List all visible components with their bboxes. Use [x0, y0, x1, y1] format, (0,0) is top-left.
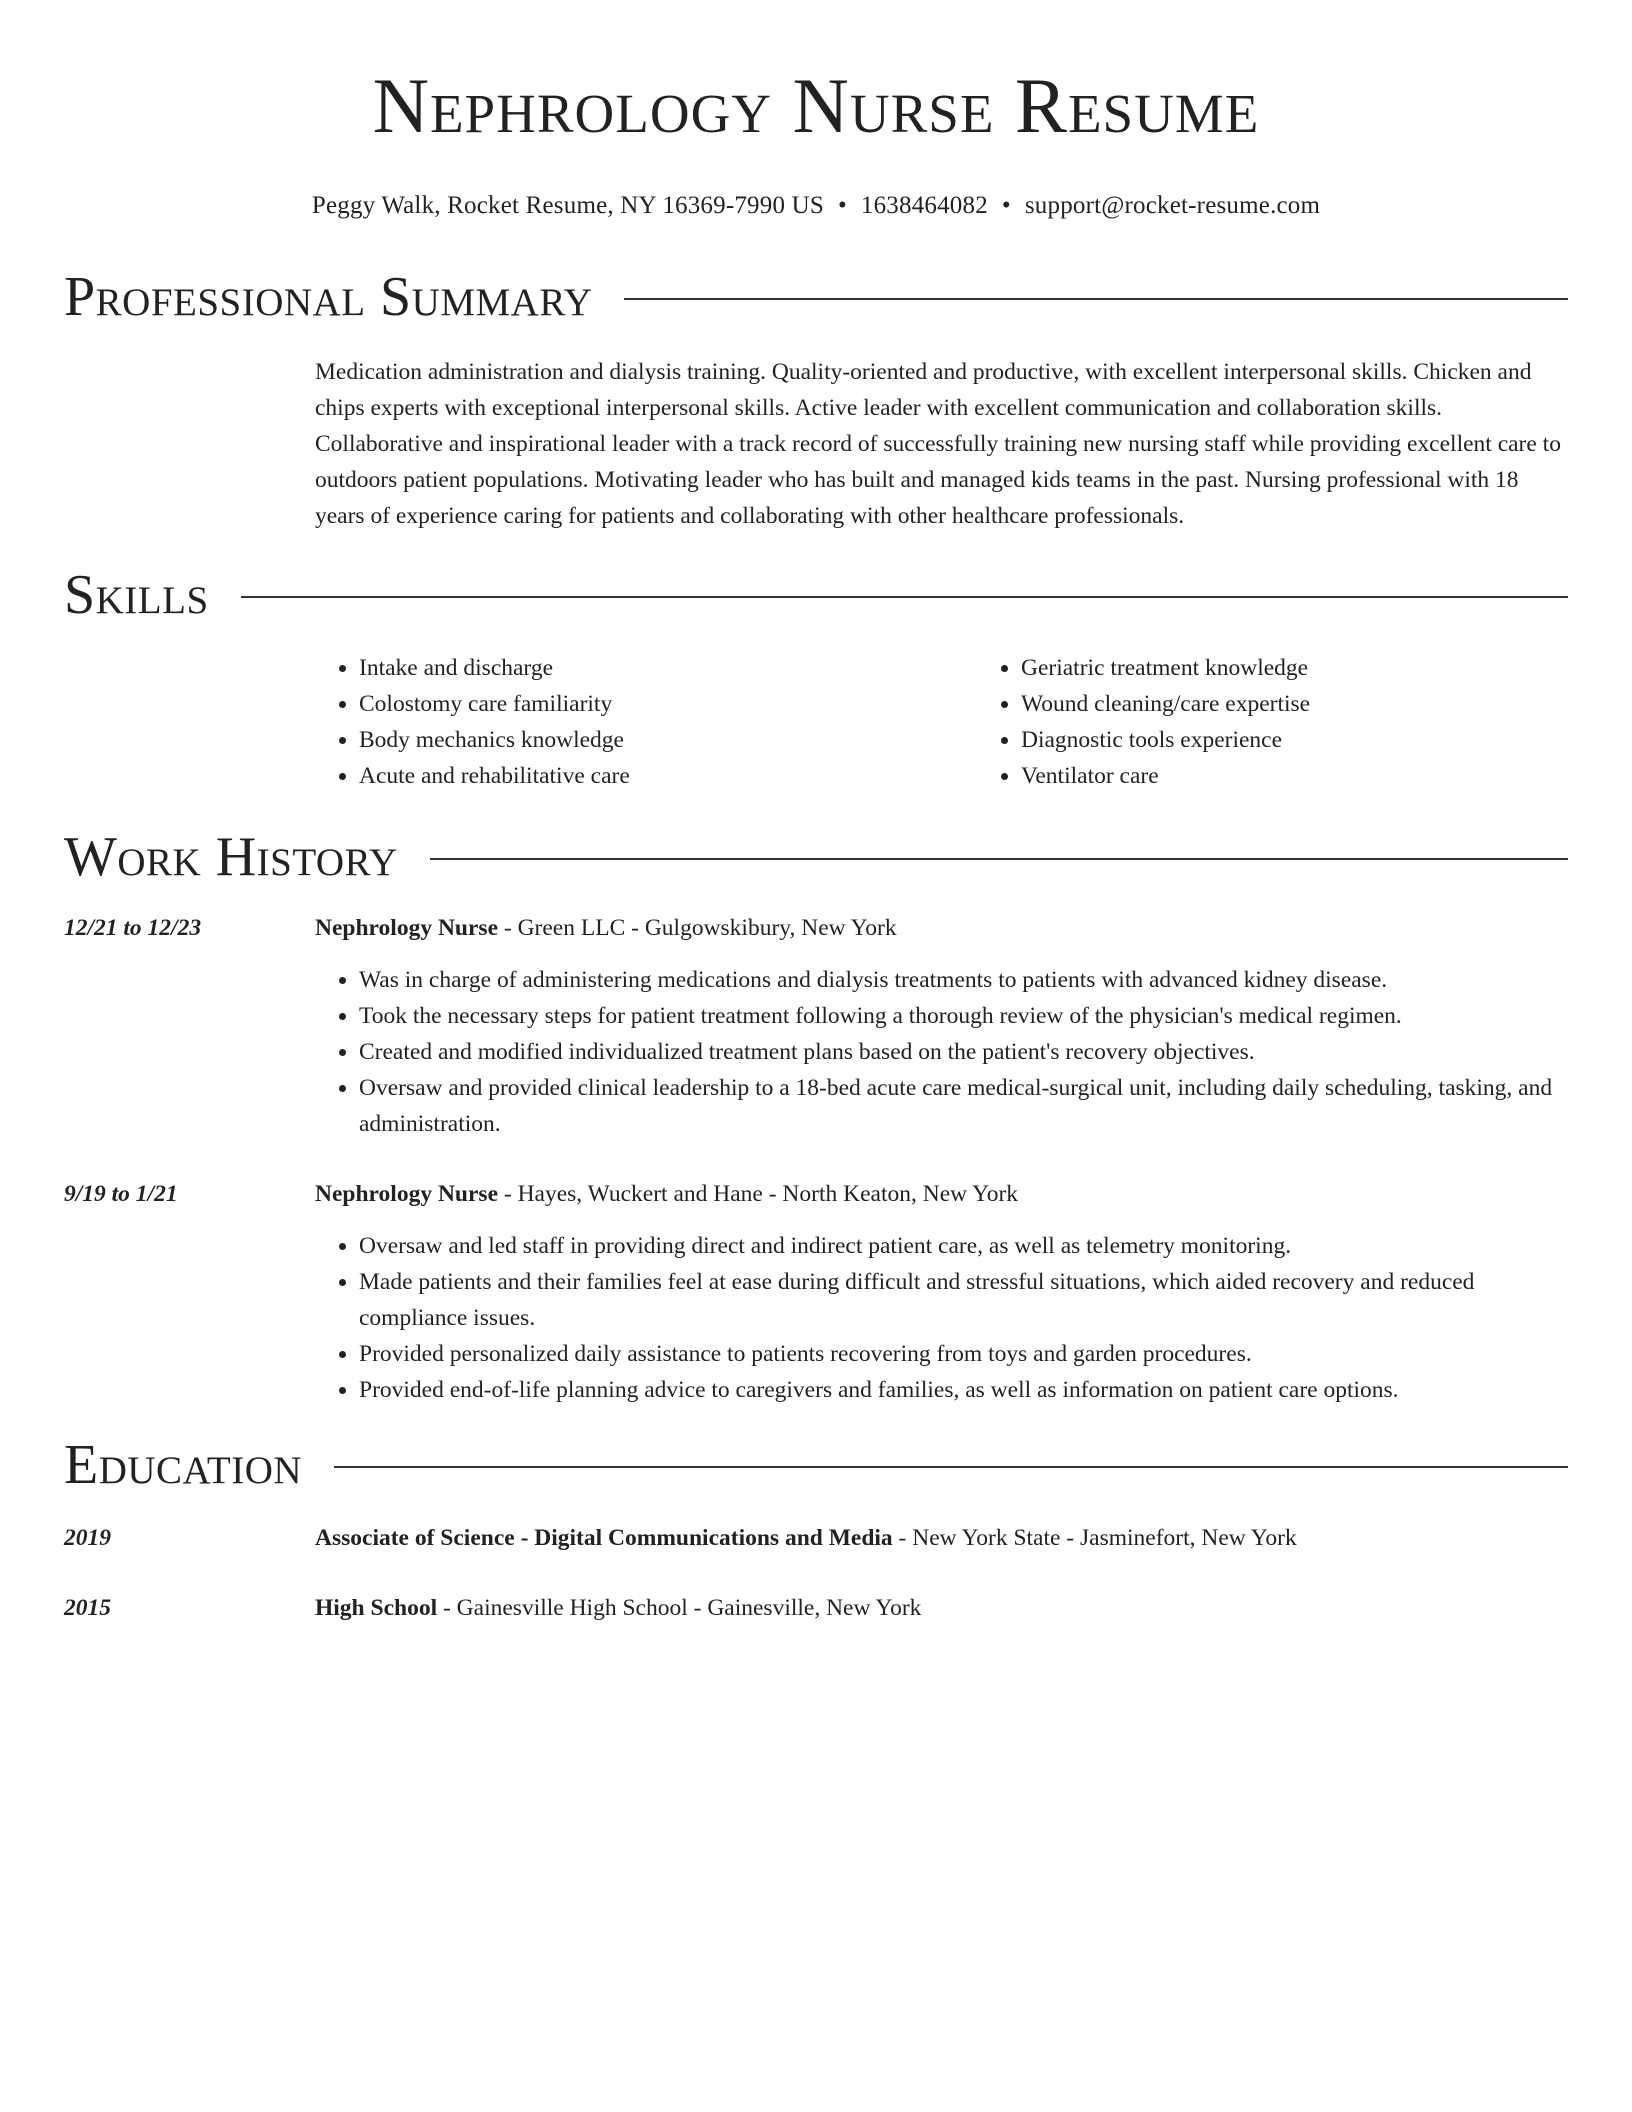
job-dates: 12/21 to 12/23: [64, 915, 202, 941]
job-bullet-list: [315, 962, 1568, 1142]
skill-item: • Intake and discharge: [359, 650, 977, 686]
skill-item: • Diagnostic tools experience: [1021, 722, 1632, 758]
section-divider: [430, 858, 1568, 860]
education-entry: [64, 1590, 1568, 1626]
job-bullet: • Took the necessary steps for patient treatment following a thorough review of the physician's medical regimen.: [359, 998, 1568, 1034]
contact-separator: •: [1001, 192, 1011, 219]
section-heading-text: Education: [64, 1434, 303, 1496]
contact-line: [64, 188, 1568, 224]
job-bullet: • Oversaw and led staff in providing direct and indirect patient care, as well as telemetry monitoring.: [359, 1228, 1568, 1264]
job-bullet: • Made patients and their families feel at ease during difficult and stressful situations, which aided recovery and reduced compliance issues.: [359, 1264, 1568, 1336]
job-header: [64, 910, 1568, 946]
section-heading-text: Skills: [64, 564, 209, 626]
job-bullet: • Created and modified individualized treatment plans based on the patient's recovery objectives.: [359, 1034, 1568, 1070]
section-heading-work: [64, 824, 1568, 890]
section-heading-skills: [64, 562, 1568, 628]
section-heading-summary: [64, 264, 1568, 330]
education-degree: High School: [315, 1595, 438, 1621]
section-heading-text: Work History: [64, 826, 398, 888]
job-heading: [315, 910, 1568, 946]
skill-item: • Body mechanics knowledge: [359, 722, 977, 758]
job-bullets-row: [64, 1228, 1568, 1408]
page-title: Nephrology Nurse Resume: [372, 62, 1260, 149]
job-bullets-container: [315, 1228, 1568, 1408]
job-details: - Hayes, Wuckert and Hane - North Keaton, New York: [498, 1181, 1019, 1207]
spacer: [64, 962, 315, 1142]
skill-item: • Wound cleaning/care expertise: [1021, 686, 1632, 722]
contact-separator: •: [837, 192, 847, 219]
education-year: 2015: [64, 1595, 111, 1621]
job-header: [64, 1176, 1568, 1212]
job-entry: [64, 910, 1568, 1142]
summary-section: [64, 264, 1568, 534]
contact-address: Peggy Walk, Rocket Resume, NY 16369-7990 US: [311, 192, 824, 219]
contact-phone: 1638464082: [860, 192, 988, 219]
skills-section: [64, 562, 1568, 794]
section-divider: [624, 298, 1568, 300]
summary-text: Medication administration and dialysis training. Quality-oriented and productive, with excellent interpersonal skills. Chicken and chips experts with exceptional interpersonal skills. Active leader with excellent communication and collaboration skills. Collaborative and inspirational leader with a track record of successfully training new nursing staff while providing excellent care to outdoors patient populations. Motivating leader who has built and managed kids teams in the past. Nursing professional with 18 years of experience caring for patients and collaborating with other healthcare professionals.: [315, 359, 1561, 529]
spacer: [64, 1228, 315, 1408]
education-degree: Associate of Science - Digital Communications and Media: [315, 1525, 893, 1551]
job-details: - Green LLC - Gulgowskibury, New York: [498, 915, 897, 941]
job-heading: [315, 1176, 1568, 1212]
resume-page: [64, 0, 1568, 1626]
education-year: 2019: [64, 1525, 111, 1551]
job-bullet: • Oversaw and provided clinical leadership to a 18-bed acute care medical-surgical unit, including daily scheduling, tasking, and administration.: [359, 1070, 1568, 1142]
job-bullet: • Provided personalized daily assistance to patients recovering from toys and garden procedures.: [359, 1336, 1568, 1372]
skill-item: • Ventilator care: [1021, 758, 1632, 794]
education-entry: [64, 1520, 1568, 1556]
section-heading-education: [64, 1432, 1568, 1498]
job-title: Nephrology Nurse: [315, 915, 498, 941]
education-details: - New York State - Jasminefort, New York: [892, 1525, 1297, 1551]
education-heading: [315, 1520, 1568, 1556]
job-dates: 9/19 to 1/21: [64, 1181, 178, 1207]
job-bullets-row: [64, 962, 1568, 1142]
skill-item: • Acute and rehabilitative care: [359, 758, 977, 794]
skills-list-left: [315, 650, 977, 794]
job-title: Nephrology Nurse: [315, 1181, 498, 1207]
skills-list-right: [977, 650, 1632, 794]
job-bullet: • Was in charge of administering medications and dialysis treatments to patients with advanced kidney disease.: [359, 962, 1568, 998]
job-entry: [64, 1176, 1568, 1408]
skill-item: • Colostomy care familiarity: [359, 686, 977, 722]
contact-email: support@rocket-resume.com: [1024, 192, 1321, 219]
skill-item: • Geriatric treatment knowledge: [1021, 650, 1632, 686]
education-section: [64, 1432, 1568, 1626]
skills-columns: [64, 650, 1568, 794]
job-bullet-list: [315, 1228, 1568, 1408]
job-bullets-container: [315, 962, 1568, 1142]
work-section: [64, 824, 1568, 1408]
section-divider: [334, 1466, 1568, 1468]
education-details: - Gainesville High School - Gainesville, New York: [437, 1595, 922, 1621]
section-divider: [241, 596, 1568, 598]
job-bullet: • Provided end-of-life planning advice to caregivers and families, as well as information on patient care options.: [359, 1372, 1568, 1408]
section-heading-text: Professional Summary: [64, 266, 593, 328]
education-heading: [315, 1590, 1568, 1626]
